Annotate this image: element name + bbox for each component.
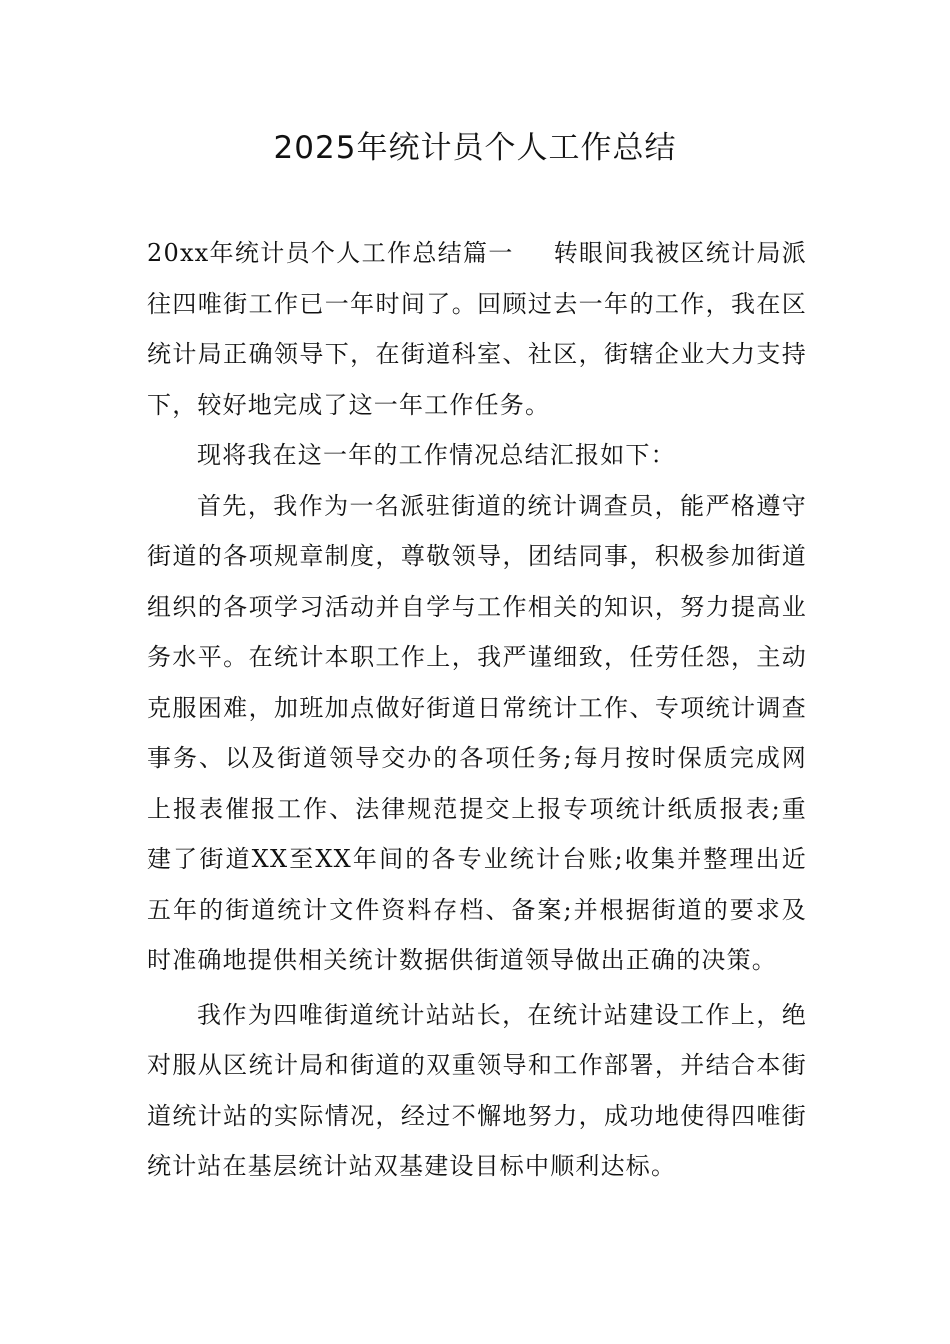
section-heading: 20xx年统计员个人工作总结篇一 [147, 239, 514, 267]
document-title: 2025年统计员个人工作总结 [273, 130, 677, 166]
document-body [147, 228, 807, 1192]
paragraph-1 [147, 228, 807, 430]
paragraph-4: 我作为四唯街道统计站站长，在统计站建设工作上，绝对服从区统计局和街道的双重领导和工作部署，并结合本街道统计站的实际情况，经过不懈地努力，成功地使得四唯街统计站在基层统计站双基建设目标中顺利达标。 [147, 1000, 807, 1180]
paragraph-3: 首先，我作为一名派驻街道的统计调查员，能严格遵守街道的各项规章制度，尊敬领导，团结同事，积极参加街道组织的各项学习活动并自学与工作相关的知识，努力提高业务水平。在统计本职工作上，我严谨细致，任劳任怨，主动克服困难，加班加点做好街道日常统计工作、专项统计调查事务、以及街道领导交办的各项任务;每月按时保质完成网上报表催报工作、法律规范提交上报专项统计纸质报表;重建了街道XX至XX年间的各专业统计台账;收集并整理出近五年的街道统计文件资料存档、备案;并根据街道的要求及时准确地提供相关统计数据供街道领导做出正确的决策。 [147, 491, 807, 974]
paragraph-1-text: 转眼间我被区统计局派往四唯街工作已一年时间了。回顾过去一年的工作，我在区统计局正确领导下，在街道科室、社区，街辖企业大力支持下，较好地完成了这一年工作任务。 [147, 239, 808, 419]
paragraph-2: 现将我在这一年的工作情况总结汇报如下： [197, 441, 676, 469]
